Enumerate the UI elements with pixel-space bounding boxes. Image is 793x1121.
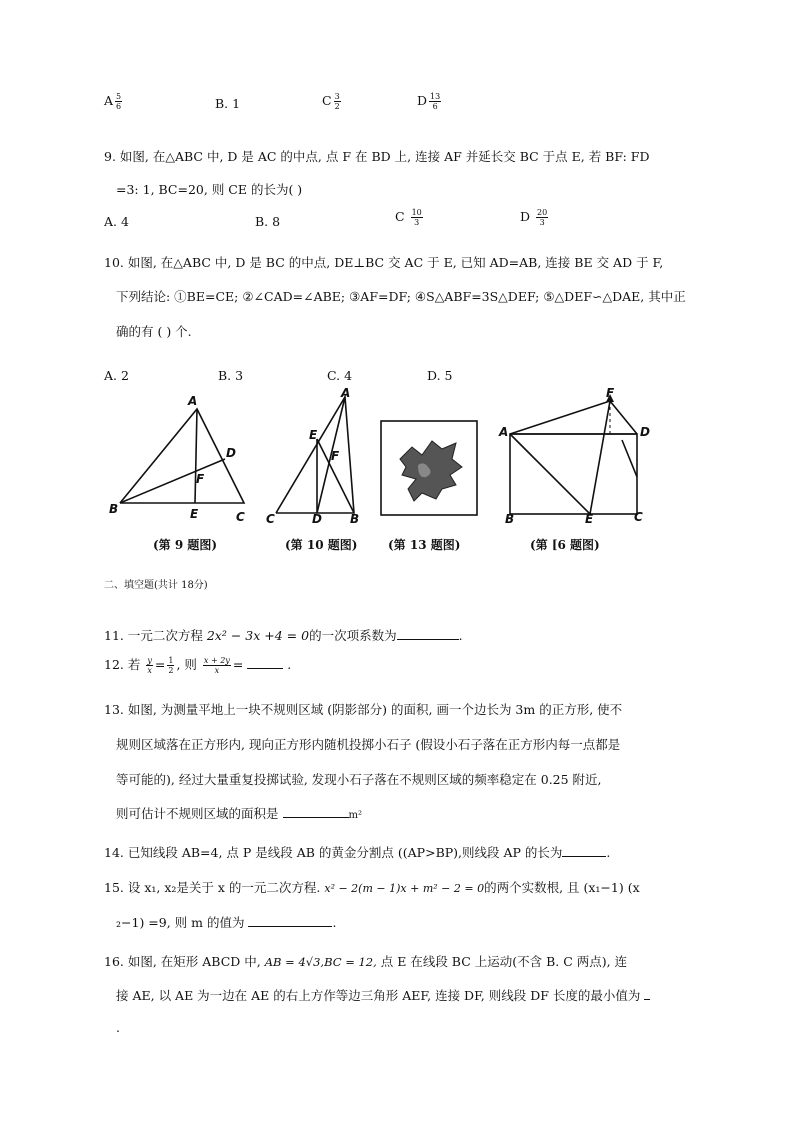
fig16-label-b: B	[505, 512, 515, 526]
q11-answer-blank[interactable]	[397, 627, 459, 640]
figure-16-diagram	[510, 401, 637, 514]
q10-stem-line2: 下列结论: ①BE=CE; ②∠CAD=∠ABE; ③AF=DF; ④S△ABF=3S△DEF; ⑤△DEF∽△DAE, 其中正	[116, 289, 686, 304]
q16-line2: 接 AE, 以 AE 为一边在 AE 的右上方作等边三角形 AEF, 连接 DF, 则线段 DF 长度的最小值为	[116, 986, 650, 1004]
fig10-label-a: A	[341, 386, 351, 400]
q9-stem-line2: =3: 1, BC=20, 则 CE 的长为( )	[116, 182, 303, 197]
fig9-label-e: E	[190, 507, 199, 521]
q13-line1: 13. 如图, 为测量平地上一块不规则区域 (阴影部分) 的面积, 画一个边长为 3m 的正方形, 使不	[104, 702, 623, 717]
fig13-caption: (第 13 题图)	[388, 538, 461, 552]
q9-option-b: B. 8	[255, 214, 281, 229]
q15-line2: ₂−1) =9, 则 m 的值为 .	[116, 915, 337, 930]
q16-line3: .	[116, 1020, 120, 1035]
q15-line1: 15. 设 x₁, x₂是关于 x 的一元二次方程. x² − 2(m − 1)x + m² − 2 = 0的两个实数根, 且 (x₁−1) (x	[104, 880, 640, 895]
fig9-label-b: B	[109, 502, 119, 516]
q10-option-d: D. 5	[427, 368, 453, 383]
q15-equation: x² − 2(m − 1)x + m² − 2 = 0	[324, 882, 485, 895]
fig10-label-d: D	[312, 512, 322, 526]
q10-stem-line1: 10. 如图, 在△ABC 中, D 是 BC 的中点, DE⊥BC 交 AC 于 E, 已知 AD=AB, 连接 BE 交 AD 于 F,	[104, 255, 664, 270]
fig9-label-c: C	[236, 510, 245, 524]
q8-option-d: D $\frac{13}{6}$	[417, 92, 441, 111]
fig16-label-a: A	[499, 425, 509, 439]
q15-answer-blank[interactable]	[248, 914, 332, 927]
fig9-caption: (第 9 题图)	[153, 538, 218, 552]
section-title: 二、填空题(共计 18分)	[104, 580, 208, 591]
fig10-label-c: C	[266, 512, 275, 526]
q16-equation: AB = 4√3,BC = 12,	[264, 955, 377, 969]
irregular-region-shape	[400, 441, 462, 501]
fig16-label-c: C	[634, 510, 643, 524]
q13-answer-blank[interactable]	[283, 805, 349, 818]
q10-stem-line3: 确的有 ( ) 个.	[116, 324, 192, 339]
q9-option-a: A. 4	[104, 214, 129, 229]
fig16-label-e: E	[585, 512, 594, 526]
fig10-label-f: F	[331, 449, 340, 463]
q9-stem-line1: 9. 如图, 在△ABC 中, D 是 AC 的中点, 点 F 在 BD 上, 连接 AF 并延长交 BC 于点 E, 若 BF: FD	[104, 149, 650, 164]
q8-option-c: C $\frac{3}{2}$	[322, 92, 340, 111]
q9-option-c: C $\frac{10}{3}$	[395, 208, 422, 227]
q8-option-a: A $\frac{5}{6}$	[104, 92, 122, 111]
fig10-label-e: E	[309, 428, 318, 442]
q10-option-b: B. 3	[218, 368, 244, 383]
q11-equation: 2x² − 3x +4 = 0	[206, 628, 310, 643]
q8-option-b: B. 1	[215, 96, 241, 111]
figure-10-diagram	[276, 397, 354, 513]
q14: 14. 已知线段 AB=4, 点 P 是线段 AB 的黄金分割点 ((AP>BP),则线段 AP 的长为 .	[104, 845, 611, 860]
q16-line1: 16. 如图, 在矩形 ABCD 中, AB = 4√3,BC = 12, 点 E 在线段 BC 上运动(不含 B. C 两点), 连	[104, 954, 628, 969]
fig9-label-d: D	[226, 446, 236, 460]
q12-answer-blank[interactable]	[247, 656, 283, 669]
fig16-label-f: F	[606, 386, 615, 400]
fig10-label-b: B	[350, 512, 360, 526]
fig9-label-f: F	[196, 472, 205, 486]
q13-line4: 则可估计不规则区域的面积是 m²	[116, 806, 362, 821]
fig16-label-d: D	[640, 425, 650, 439]
q14-answer-blank[interactable]	[562, 844, 606, 857]
fig16-caption: (第 [6 题图)	[530, 538, 600, 552]
q10-option-a: A. 2	[104, 368, 129, 383]
q9-option-d: D $\frac{20}{3}$	[520, 208, 548, 227]
fig9-label-a: A	[188, 394, 198, 408]
q13-line3: 等可能的), 经过大量重复投掷试验, 发现小石子落在不规则区域的频率稳定在 0.25 附近,	[116, 772, 602, 787]
fig10-caption: (第 10 题图)	[285, 538, 358, 552]
q12: 12. 若 $\frac{y}{x}$ = $\frac{1}{2}$ , 则 $\frac{x + 2y}{x}$ = .	[104, 656, 292, 675]
q16-answer-blank[interactable]	[644, 987, 650, 1000]
q10-option-c: C. 4	[327, 368, 353, 383]
q13-line2: 规则区域落在正方形内, 现向正方形内随机投掷小石子 (假设小石子落在正方形内每一点都是	[116, 737, 621, 752]
q11: 11. 一元二次方程 2x² − 3x +4 = 0的一次项系数为 .	[104, 628, 463, 643]
